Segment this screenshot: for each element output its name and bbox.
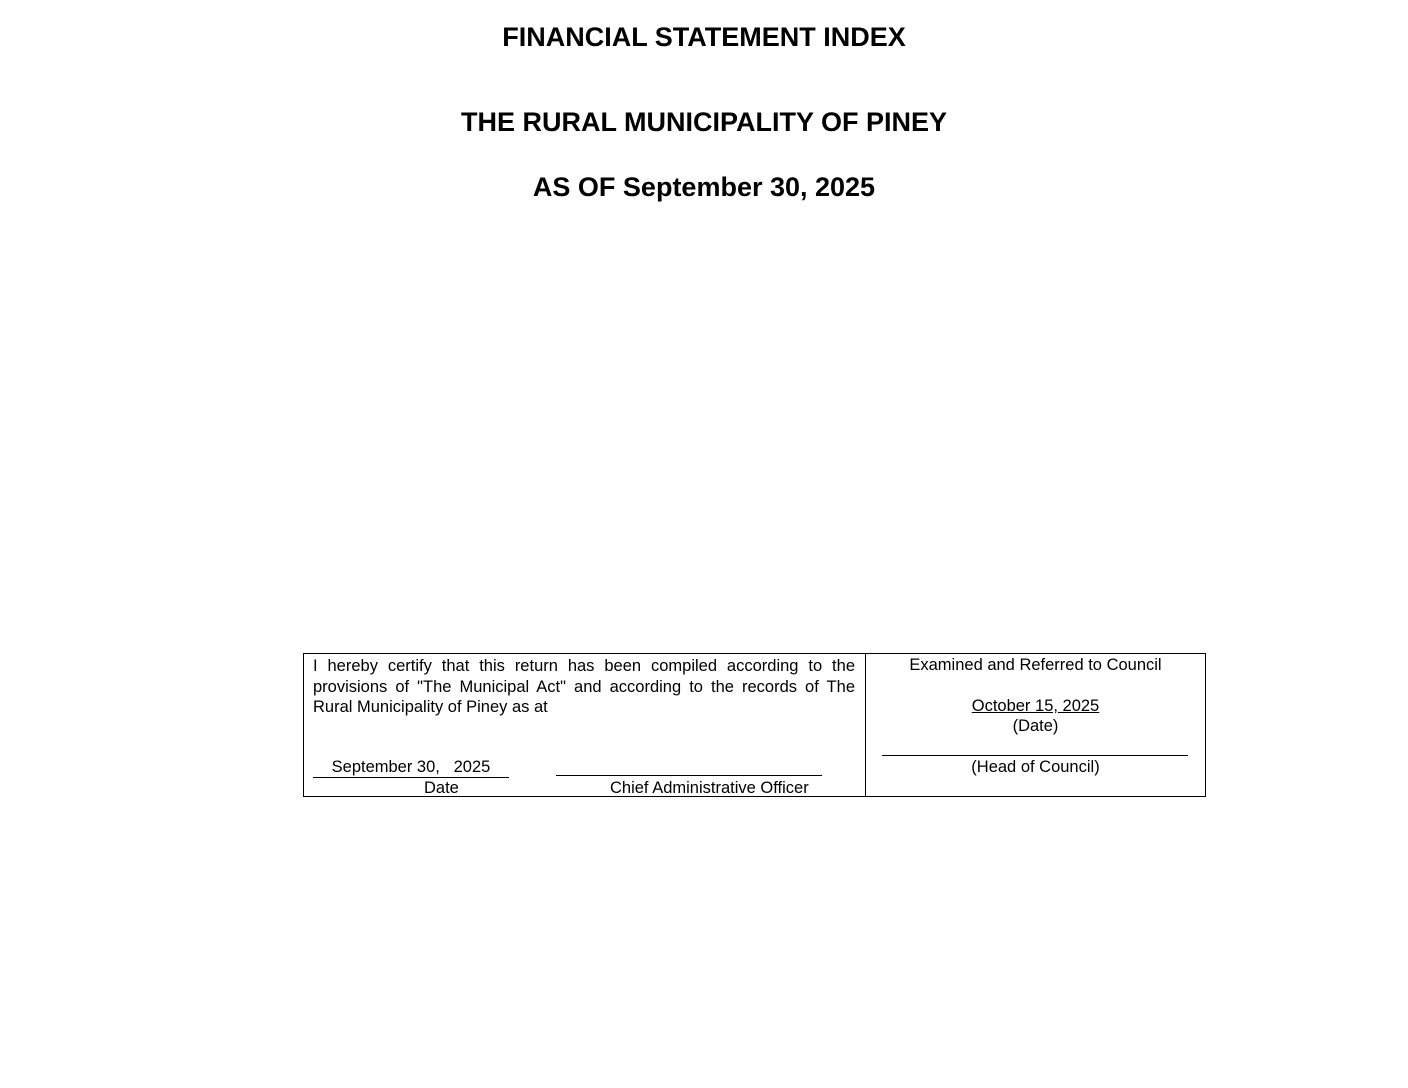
head-of-council-signature-line bbox=[882, 755, 1188, 756]
certification-date-label: Date bbox=[424, 779, 459, 797]
examined-referred-text: Examined and Referred to Council bbox=[909, 656, 1162, 674]
head-of-council-label: (Head of Council) bbox=[971, 758, 1100, 776]
council-referral-date-value: October 15, 2025 bbox=[971, 697, 1100, 715]
document-title: FINANCIAL STATEMENT INDEX bbox=[502, 22, 906, 52]
certification-statement: I hereby certify that this return has been compiled according to the provisions of "The Municipal Act" and according to the records of The Rural Municipality of Piney as at bbox=[313, 657, 855, 716]
as-of-date: AS OF September 30, 2025 bbox=[532, 172, 876, 202]
certification-date-value: September 30, 2025 bbox=[313, 757, 509, 778]
certification-box bbox=[303, 653, 1206, 797]
council-referral-date bbox=[866, 696, 1205, 716]
municipality-name: THE RURAL MUNICIPALITY OF PINEY bbox=[460, 107, 948, 137]
council-date-label: (Date) bbox=[1012, 717, 1059, 735]
cao-signature-label: Chief Administrative Officer bbox=[610, 779, 809, 797]
cao-signature-line bbox=[556, 775, 822, 776]
